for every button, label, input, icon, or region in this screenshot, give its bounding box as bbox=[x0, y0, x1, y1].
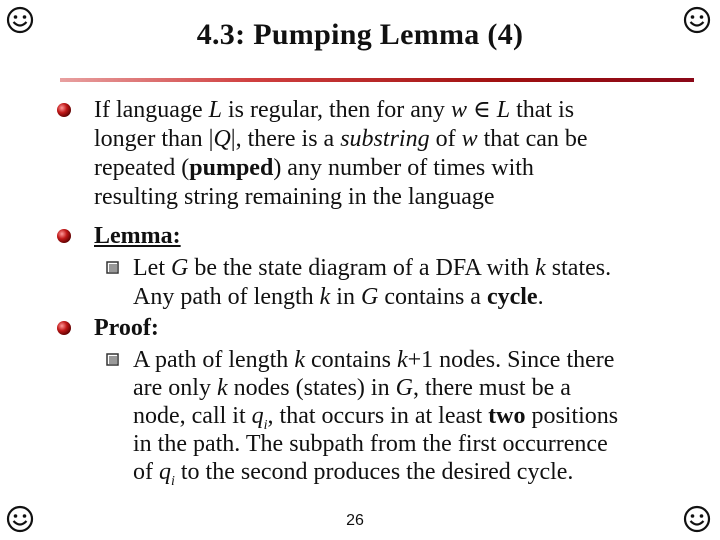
proof-line1: A path of length k contains k+1 nodes. Since there bbox=[133, 347, 615, 373]
sphere-bullet-icon bbox=[56, 228, 72, 244]
bullet1-line4: resulting string remaining in the language bbox=[94, 184, 495, 210]
lemma-heading: Lemma: bbox=[94, 223, 181, 249]
bullet1-line1: If language L is regular, then for any w ∈ L that is bbox=[94, 97, 575, 123]
bullet1-line2: longer than |Q|, there is a substring of w that can be bbox=[94, 126, 588, 152]
proof-line3: node, call it $q_i$, that occurs in at least two positions bbox=[133, 403, 619, 433]
proof-line4: in the path. The subpath from the first occurrence bbox=[133, 431, 608, 457]
lemma-line2: Any path of length k in G contains a cycle. bbox=[133, 284, 544, 310]
lemma-line1: Let G be the state diagram of a DFA with k states. bbox=[133, 255, 612, 281]
proof-heading: Proof: bbox=[94, 315, 159, 341]
proof-line2: are only k nodes (states) in G, there must be a bbox=[133, 375, 571, 401]
proof-line5: of $q_i$ to the second produces the desired cycle. bbox=[133, 459, 574, 489]
square-bullet-icon bbox=[106, 353, 119, 366]
square-bullet-icon bbox=[106, 261, 119, 274]
sphere-bullet-icon bbox=[56, 102, 72, 118]
sphere-bullet-icon bbox=[56, 320, 72, 336]
bullet1-line3: repeated (pumped) any number of times with bbox=[94, 155, 534, 181]
page-number: 26 bbox=[346, 512, 364, 529]
slide-title: 4.3: Pumping Lemma (4) bbox=[196, 18, 524, 51]
